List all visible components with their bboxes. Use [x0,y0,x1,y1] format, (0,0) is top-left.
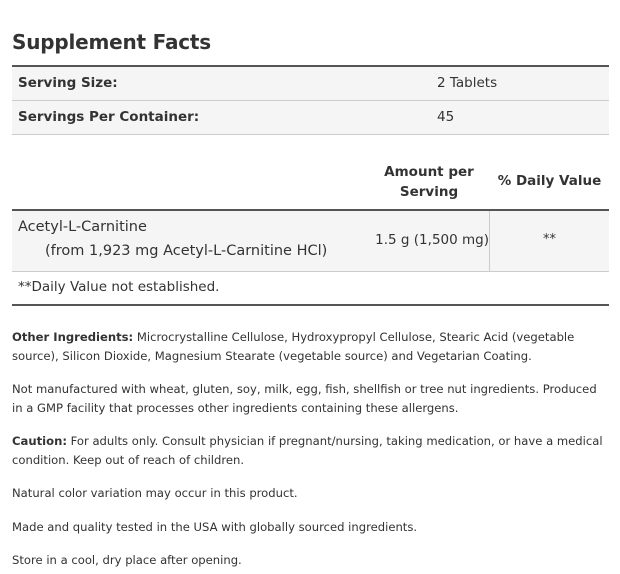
storage-note: Store in a cool, dry place after opening. [12,553,242,567]
nutrient-amount: 1.5 g (1,500 mg) [375,232,489,248]
amount-header-line1: Amount per [384,164,474,180]
amount-per-serving-header [379,162,479,202]
nutrient-row [12,211,609,272]
caution-text: For adults only. Consult physician if pregnant/nursing, taking medication, or have a medical condition. Keep out of reach of children. [12,434,603,467]
color-variation-note: Natural color variation may occur in this product. [12,486,298,500]
serving-info-table [12,65,609,135]
serving-size-label: Serving Size: [18,75,118,91]
other-ingredients-text: Microcrystalline Cellulose, Hydroxypropyl Cellulose, Stearic Acid (vegetable source), Silicon Dioxide, Magnesium Stearate (vegetable source) and Vegetarian Coating. [12,330,575,363]
nutrient-name: Acetyl-L-Carnitine [18,219,147,235]
amount-header-line2: Serving [399,184,459,200]
made-in-usa-note: Made and quality tested in the USA with globally sourced ingredients. [12,520,418,534]
serving-size-value: 2 Tablets [437,75,498,91]
servings-per-container-label: Servings Per Container: [18,109,200,125]
nutrient-table [12,152,609,306]
footnote-text: **Daily Value not established. [18,279,220,295]
page-title: Supplement Facts [12,30,211,54]
daily-value-footnote [12,272,609,306]
caution-label: Caution: [12,434,67,448]
serving-size-row [12,67,609,101]
other-ingredients-label: Other Ingredients: [12,330,134,344]
caution-note [12,432,609,470]
nutrient-table-header [12,152,609,211]
allergen-note: Not manufactured with wheat, gluten, soy, milk, egg, fish, shellfish or tree nut ingredients. Produced in a GMP facility that processes other ingredients containing these allergens. [12,382,597,415]
servings-per-container-value: 45 [437,109,455,125]
servings-per-container-row [12,101,609,135]
other-ingredients-note [12,328,609,366]
daily-value-header: % Daily Value [497,173,602,189]
nutrient-daily-value: ** [543,232,556,247]
nutrient-source: (from 1,923 mg Acetyl-L-Carnitine HCl) [45,243,328,259]
